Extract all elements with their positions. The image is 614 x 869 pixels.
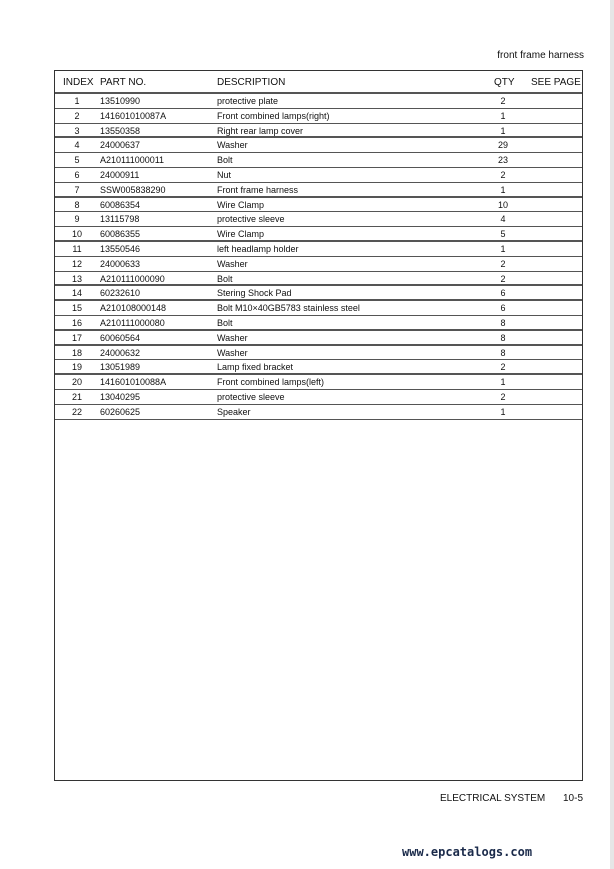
cell-part-no: A210111000090: [100, 273, 165, 284]
cell-description: Washer: [217, 332, 248, 343]
cell-index: 17: [71, 332, 82, 343]
table-row: [55, 316, 582, 331]
cell-part-no: 60232610: [100, 288, 141, 299]
header-qty: QTY: [494, 77, 515, 88]
table-header: [55, 71, 582, 94]
cell-description: Washer: [217, 140, 248, 151]
cell-qty: 2: [500, 362, 506, 373]
cell-index: 19: [71, 362, 82, 373]
cell-part-no: 60060564: [100, 332, 141, 343]
table-row: [55, 346, 582, 361]
table-row: [55, 301, 582, 316]
table-row: [55, 168, 582, 183]
cell-part-no: 24000911: [100, 169, 140, 180]
cell-description: Right rear lamp cover: [217, 125, 304, 136]
cell-part-no: 13051989: [100, 362, 141, 373]
table-row: [55, 375, 582, 390]
cell-index: 16: [71, 317, 82, 328]
cell-description: Bolt: [217, 317, 233, 328]
table-row: [55, 331, 582, 346]
table-row: [55, 212, 582, 227]
cell-description: Nut: [217, 169, 232, 180]
cell-description: protective plate: [217, 96, 279, 106]
table-row: [55, 153, 582, 168]
table-row: [55, 227, 582, 242]
cell-part-no: SSW005838290: [100, 184, 166, 195]
cell-qty: 4: [500, 214, 506, 225]
cell-qty: 8: [500, 332, 506, 343]
cell-part-no: 13040295: [100, 391, 141, 402]
cell-description: Bolt: [217, 155, 233, 166]
table-row: [55, 242, 582, 257]
cell-qty: 8: [500, 317, 506, 328]
cell-index: 20: [71, 377, 82, 388]
cell-index: 12: [71, 258, 82, 269]
cell-description: protective sleeve: [217, 391, 285, 402]
table-body: [55, 94, 582, 420]
page-edge: [610, 0, 614, 869]
cell-description: Front combined lamps(right): [217, 110, 330, 121]
table-row: [55, 390, 582, 405]
cell-part-no: 141601010088A: [100, 377, 167, 388]
cell-qty: 29: [497, 140, 508, 151]
cell-index: 3: [74, 125, 80, 136]
cell-qty: 1: [500, 377, 506, 388]
table-row: [55, 257, 582, 272]
cell-qty: 2: [500, 273, 506, 284]
header-part-no: PART NO.: [100, 77, 147, 88]
header-index: INDEX: [63, 77, 94, 88]
cell-qty: 5: [500, 229, 506, 240]
cell-qty: 6: [500, 303, 506, 314]
footer-page-number: 10-5: [563, 793, 584, 804]
cell-part-no: A210108000148: [100, 303, 167, 314]
table-row: [55, 124, 582, 139]
cell-description: Washer: [217, 347, 248, 358]
cell-part-no: 13510990: [100, 96, 141, 106]
table-row: [55, 109, 582, 124]
cell-qty: 8: [500, 347, 506, 358]
table-row: [55, 138, 582, 153]
cell-part-no: 24000632: [100, 347, 141, 358]
cell-qty: 2: [500, 169, 506, 180]
cell-qty: 6: [500, 288, 506, 299]
cell-description: Front frame harness: [217, 184, 299, 195]
table-row: [55, 286, 582, 301]
cell-part-no: A210111000080: [100, 317, 165, 328]
cell-index: 4: [74, 140, 80, 151]
section-title: front frame harness: [497, 50, 584, 61]
header-see-page: SEE PAGE: [531, 77, 581, 88]
cell-description: Speaker: [217, 406, 251, 417]
cell-part-no: 141601010087A: [100, 110, 167, 121]
cell-index: 18: [71, 347, 82, 358]
cell-description: Wire Clamp: [217, 199, 265, 210]
table-row: [55, 94, 582, 109]
cell-index: 10: [71, 229, 82, 240]
table-row: [55, 272, 582, 287]
cell-qty: 2: [500, 391, 506, 402]
table-row: [55, 405, 582, 420]
cell-index: 9: [74, 214, 80, 225]
cell-qty: 1: [500, 406, 506, 417]
cell-qty: 2: [500, 258, 506, 269]
cell-index: 21: [71, 391, 82, 402]
cell-description: left headlamp holder: [217, 243, 299, 254]
watermark: www.epcatalogs.com: [402, 845, 533, 859]
cell-description: protective sleeve: [217, 214, 285, 225]
cell-qty: 2: [500, 96, 506, 106]
cell-part-no: A210111000011: [100, 155, 165, 166]
table-row: [55, 183, 582, 198]
cell-index: 1: [74, 96, 80, 106]
cell-index: 8: [74, 199, 80, 210]
cell-description: Stering Shock Pad: [217, 288, 292, 299]
table-row: [55, 198, 582, 213]
cell-description: Lamp fixed bracket: [217, 362, 294, 373]
cell-qty: 10: [497, 199, 508, 210]
cell-part-no: 24000633: [100, 258, 141, 269]
cell-description: Bolt: [217, 273, 233, 284]
cell-index: 6: [74, 169, 80, 180]
cell-description: Wire Clamp: [217, 229, 265, 240]
parts-table: [54, 70, 583, 781]
cell-index: 7: [74, 184, 80, 195]
cell-description: Washer: [217, 258, 248, 269]
cell-index: 14: [71, 288, 82, 299]
cell-index: 5: [74, 155, 80, 166]
cell-index: 2: [74, 110, 80, 121]
cell-part-no: 13115798: [100, 214, 140, 225]
footer-section-name: ELECTRICAL SYSTEM: [440, 793, 546, 804]
table-row: [55, 360, 582, 375]
cell-part-no: 60086354: [100, 199, 141, 210]
cell-index: 13: [71, 273, 82, 284]
cell-description: Front combined lamps(left): [217, 377, 325, 388]
cell-qty: 1: [500, 184, 506, 195]
header-description: DESCRIPTION: [217, 77, 286, 88]
cell-part-no: 60086355: [100, 229, 141, 240]
cell-qty: 1: [500, 125, 506, 136]
cell-qty: 1: [500, 110, 506, 121]
cell-part-no: 13550358: [100, 125, 141, 136]
cell-index: 11: [72, 243, 82, 254]
cell-qty: 1: [500, 243, 506, 254]
cell-description: Bolt M10×40GB5783 stainless steel: [217, 303, 360, 314]
cell-part-no: 13550546: [100, 243, 141, 254]
cell-part-no: 60260625: [100, 406, 141, 417]
cell-part-no: 24000637: [100, 140, 141, 151]
cell-index: 22: [71, 406, 82, 417]
cell-index: 15: [71, 303, 82, 314]
cell-qty: 23: [497, 155, 508, 166]
